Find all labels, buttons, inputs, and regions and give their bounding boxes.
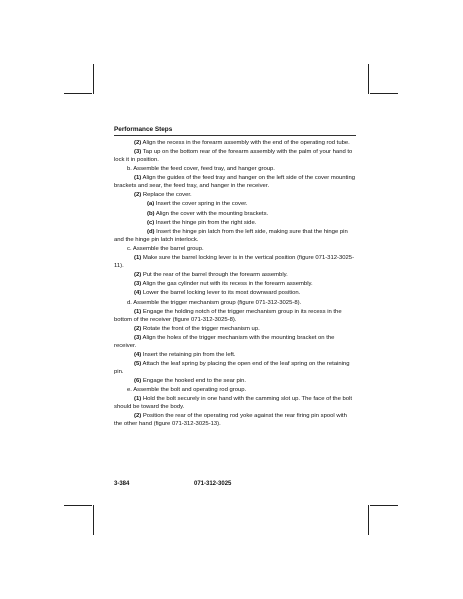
step-text: Align the cover with the mounting brackets.	[155, 210, 269, 217]
step-label: (b)	[147, 210, 155, 217]
step-text: d. Assemble the trigger mechanism group (figure 071-312-3025-8).	[127, 299, 302, 306]
step-text: Align the recess in the forearm assembly with the end of the operating rod tube.	[142, 140, 350, 146]
step-text: Insert the cover spring in the cover.	[155, 201, 248, 208]
header-rule	[114, 135, 356, 136]
step-text: Insert the hinge pin from the right side.	[155, 219, 257, 226]
step-text: Align the gas cylinder nut with its recess in the forearm assembly.	[142, 281, 313, 288]
step-text: b. Assemble the feed cover, feed tray, and hanger group.	[127, 166, 275, 173]
step-label: (c)	[147, 219, 155, 226]
crop-mark-top-left-horizontal	[64, 93, 92, 94]
step-text: Insert the retaining pin from the left.	[142, 351, 236, 358]
step-label: (2)	[134, 325, 142, 332]
substep-paragraph	[114, 149, 356, 165]
step-paragraph	[114, 246, 356, 254]
substep-paragraph	[114, 175, 356, 191]
step-text: Insert the hinge pin latch from the left side, making sure that the hinge pin and the hinge pin latch interlock.	[114, 229, 348, 243]
substep-paragraph	[114, 396, 356, 412]
step-text: Rotate the front of the trigger mechanism up.	[142, 325, 260, 332]
step-label: (1)	[134, 175, 142, 182]
step-text: Attach the leaf spring by placing the open end of the leaf spring on the retaining pin.	[114, 361, 350, 375]
step-label: (5)	[134, 361, 142, 368]
step-text: Make sure the barrel locking lever is in the vertical position (figure 071-312-3025-11).	[114, 255, 355, 269]
section-header: Performance Steps	[114, 126, 173, 133]
step-label: (1)	[134, 396, 142, 403]
step-text: Tap up on the bottom rear of the forearm assembly with the palm of your hand to lock it in position.	[114, 149, 353, 163]
step-text: e. Assemble the bolt and operating rod group.	[127, 387, 247, 394]
crop-mark-bottom-right-horizontal	[370, 505, 398, 506]
crop-mark-bottom-right-vertical	[368, 505, 369, 535]
substep-paragraph	[114, 192, 356, 200]
step-text: Replace the cover.	[142, 192, 192, 199]
step-label: (2)	[134, 192, 142, 199]
step-text: Align the guides of the feed tray and hanger on the left side of the cover mounting brackets and sear, the feed tray, and hanger in the receiver.	[114, 175, 356, 190]
step-text: Hold the bolt securely in one hand with the camming slot up. The face of the bolt should be toward the body.	[114, 396, 352, 411]
step-label: (3)	[134, 334, 142, 341]
substep-detail-paragraph	[114, 201, 356, 209]
step-label: (3)	[134, 281, 142, 288]
crop-mark-top-left-vertical	[93, 64, 94, 94]
page-footer	[114, 481, 356, 490]
step-label: (2)	[134, 413, 142, 420]
step-text: Engage the hooked end to the sear pin.	[142, 378, 247, 384]
crop-mark-top-right-horizontal	[370, 93, 398, 94]
task-number: 071-312-3025	[194, 481, 232, 487]
substep-detail-paragraph	[114, 211, 356, 219]
step-label: (a)	[147, 201, 155, 208]
step-label: (2)	[134, 272, 142, 279]
crop-mark-bottom-left-vertical	[93, 505, 94, 535]
step-text: Position the rear of the operating rod yoke against the rear firing pin spool with the other hand (figure 071-312-3025-13).	[114, 413, 347, 428]
crop-mark-top-right-vertical	[368, 64, 369, 94]
step-paragraph	[114, 166, 356, 174]
step-text: Engage the holding notch of the trigger mechanism group in its recess in the bottom of the receiver (figure 071-312-3025-8).	[114, 308, 342, 323]
step-label: (1)	[134, 255, 142, 262]
substep-paragraph	[114, 272, 356, 280]
step-label: (2)	[134, 140, 142, 146]
step-text: c. Assemble the barrel group.	[127, 245, 204, 252]
step-label: (4)	[134, 351, 142, 358]
substep-paragraph	[114, 309, 356, 325]
performance-steps-content	[114, 140, 356, 429]
substep-detail-paragraph	[114, 229, 356, 245]
substep-paragraph	[114, 378, 356, 386]
step-text: Lower the barrel locking lever to its most downward position.	[142, 290, 301, 297]
substep-paragraph	[114, 290, 356, 298]
crop-mark-bottom-left-horizontal	[64, 505, 92, 506]
substep-paragraph	[114, 255, 356, 271]
substep-paragraph	[114, 140, 356, 148]
step-paragraph	[114, 300, 356, 308]
substep-detail-paragraph	[114, 220, 356, 228]
step-label: (1)	[134, 308, 142, 315]
substep-paragraph	[114, 326, 356, 334]
substep-paragraph	[114, 281, 356, 289]
step-label: (3)	[134, 149, 142, 156]
substep-paragraph	[114, 335, 356, 351]
step-paragraph	[114, 387, 356, 395]
page-number: 3-384	[114, 481, 130, 487]
step-text: Put the rear of the barrel through the forearm assembly.	[142, 272, 288, 279]
substep-paragraph	[114, 361, 356, 377]
step-label: (6)	[134, 378, 142, 384]
step-label: (4)	[134, 290, 142, 297]
step-label: (d)	[147, 229, 155, 235]
substep-paragraph	[114, 352, 356, 360]
step-text: Align the holes of the trigger mechanism with the mounting bracket on the receiver.	[114, 334, 335, 349]
substep-paragraph	[114, 413, 356, 429]
